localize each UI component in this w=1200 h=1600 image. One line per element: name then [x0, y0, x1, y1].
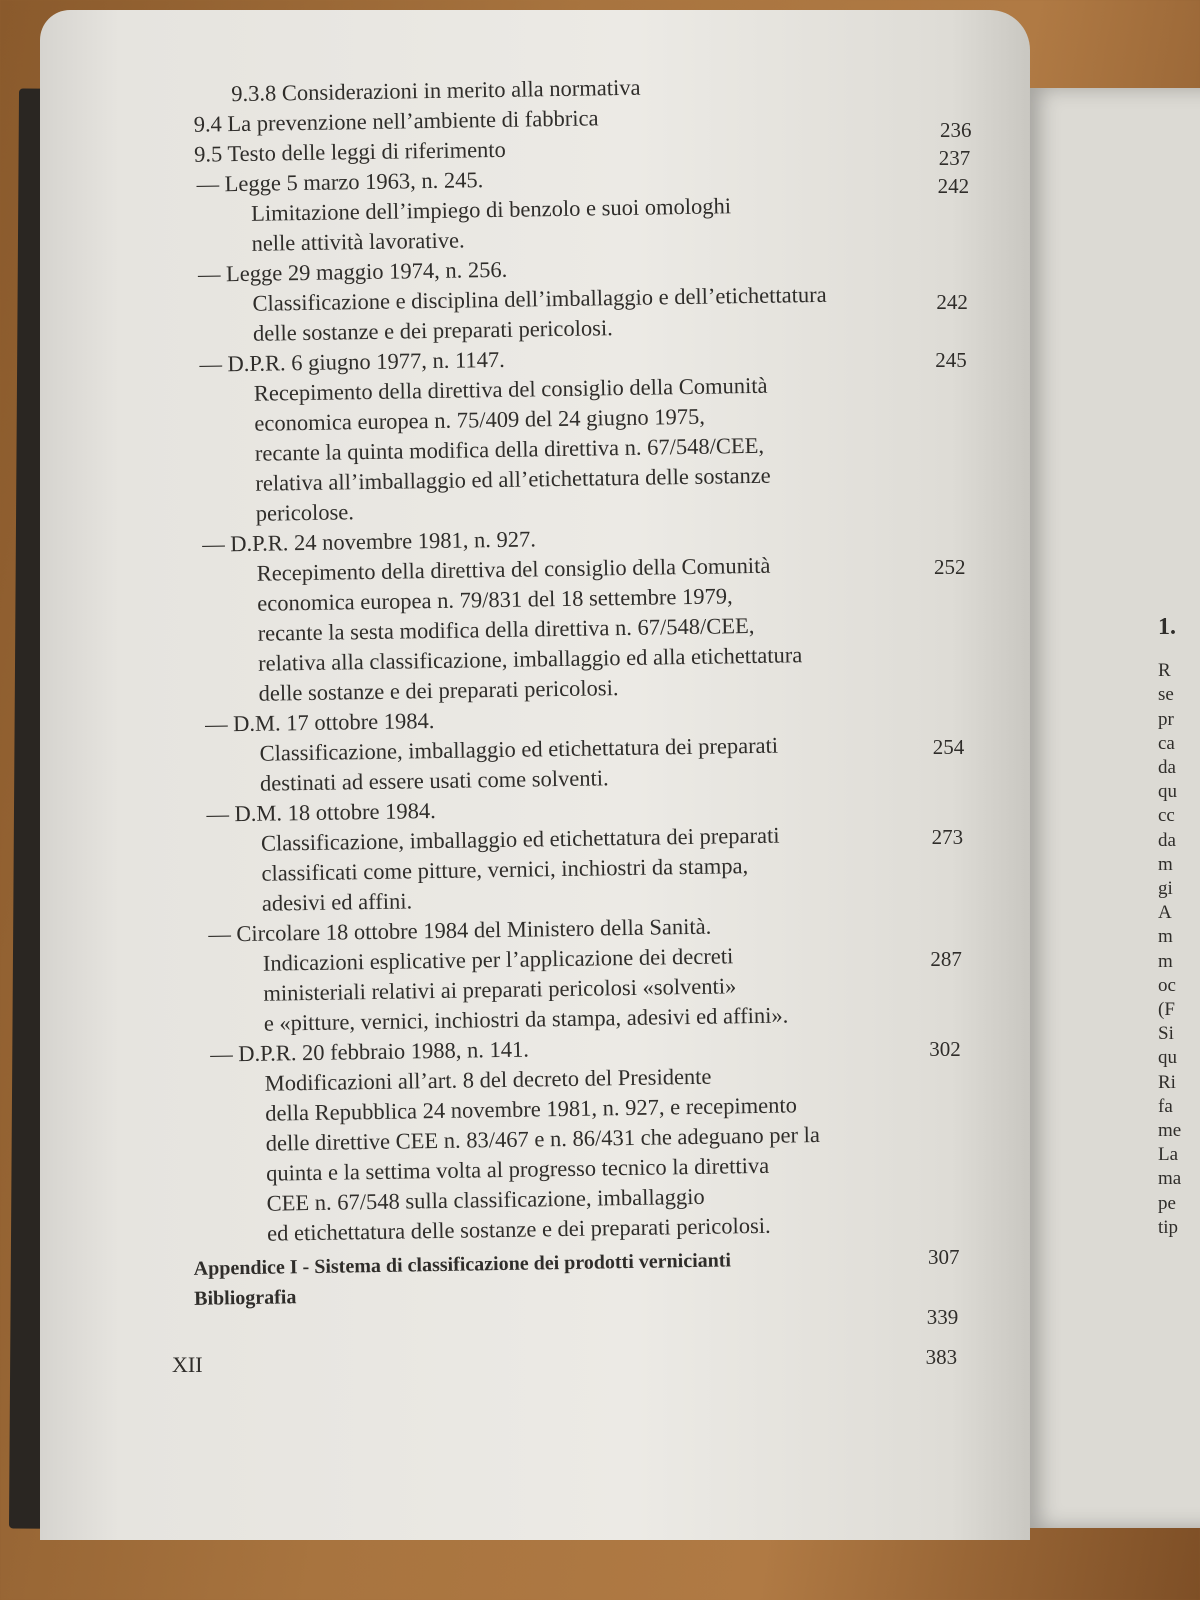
toc-page-number: 287 [930, 947, 962, 971]
toc-line: Modificazioni all’art. 8 del decreto del Presidente [264, 1063, 712, 1096]
toc-page-number: 236 [940, 118, 972, 142]
table-of-contents [175, 68, 954, 1314]
right-page-line-fragment: m [1158, 853, 1173, 875]
right-page-line-fragment: da [1158, 829, 1176, 851]
toc-page-number: 273 [931, 825, 964, 849]
right-page-line-fragment: La [1158, 1144, 1179, 1166]
toc-line: destinati ad essere usati come solventi. [259, 765, 609, 796]
right-page-line-fragment: A [1158, 902, 1172, 924]
toc-line: recante la sesta modifica della direttiva n. 67/548/CEE, [257, 612, 755, 646]
toc-line: 9.4 La prevenzione nell’ambiente di fabbrica [193, 105, 599, 137]
toc-line: Recepimento della direttiva del consiglio della Comunità [256, 552, 771, 586]
page-folio: XII [172, 1352, 203, 1377]
toc-line: della Repubblica 24 novembre 1981, n. 927, e recepimento [265, 1092, 798, 1126]
toc-page-number: 242 [936, 290, 968, 314]
toc-law-title: — D.P.R. 20 febbraio 1988, n. 141. [190, 1028, 950, 1070]
toc-line: Limitazione dell’impiego di benzolo e suoi omologhi [250, 193, 732, 226]
toc-law-title: — Circolare 18 ottobre 1984 del Ministero della Sanità. [188, 908, 948, 950]
right-page-line-fragment: pr [1158, 708, 1174, 730]
right-page-line-fragment: tip [1158, 1216, 1179, 1238]
toc-line: e «pitture, vernici, inchiostri da stampa, adesivi ed affini». [263, 1002, 789, 1036]
toc-line: recante la quinta modifica della direttiva n. 67/548/CEE, [254, 432, 765, 466]
toc-page-number: 302 [929, 1037, 961, 1061]
toc-law-title: — D.P.R. 6 giugno 1977, n. 1147. [179, 338, 939, 380]
toc-line: economica europea n. 75/409 del 24 giugno 1975, [254, 403, 706, 436]
toc-line: 9.3.8 Considerazioni in merito alla normativa [231, 74, 641, 107]
right-page-text [1158, 615, 1181, 1240]
right-page-line-fragment: qu [1158, 781, 1177, 803]
right-page-line-fragment: fa [1158, 1095, 1173, 1117]
toc-line: adesivi ed affini. [261, 888, 413, 916]
toc-line: CEE n. 67/548 sulla classificazione, imballaggio [266, 1183, 705, 1216]
right-page-line-fragment: Ri [1158, 1071, 1176, 1093]
right-page-line-fragment: R [1158, 660, 1171, 682]
right-page-heading: 1. [1158, 614, 1176, 640]
right-page-line-fragment: pe [1158, 1192, 1176, 1214]
toc-line: 9.5 Testo delle leggi di riferimento [193, 136, 507, 167]
toc-page-number: 307 [928, 1245, 960, 1269]
toc-page-number: 245 [935, 348, 967, 372]
right-page-line-fragment: cc [1158, 805, 1175, 827]
right-page-line-fragment: m [1158, 926, 1173, 948]
toc-line: Classificazione, imballaggio ed etichettatura dei preparati [260, 822, 780, 856]
toc-line: quinta e la settima volta al progresso tecnico la direttiva [265, 1152, 770, 1186]
right-page-line-fragment: Si [1158, 1023, 1174, 1045]
toc-line: classificati come pitture, vernici, inchiostri da stampa, [261, 853, 749, 886]
right-page-line-fragment: (F [1158, 999, 1175, 1021]
right-page-line-fragment: gi [1158, 878, 1173, 900]
toc-law-title: — Legge 5 marzo 1963, n. 245. [176, 158, 936, 200]
toc-line: Indicazioni esplicative per l’applicazione dei decreti [262, 943, 734, 976]
toc-page-number: 383 [925, 1345, 958, 1369]
toc-appendix-entry: Bibliografia [193, 1286, 297, 1310]
toc-line: ed etichettatura delle sostanze e dei preparati pericolosi. [266, 1212, 771, 1246]
toc-line: relativa alla classificazione, imballaggio ed alla etichettatura [257, 642, 803, 676]
toc-line: Classificazione e disciplina dell’imballaggio e dell’etichettatura [252, 281, 827, 316]
toc-line: ministeriali relativi ai preparati pericolosi «solventi» [263, 973, 737, 1006]
toc-line: delle direttive CEE n. 83/467 e n. 86/431 che adeguano per la [265, 1122, 821, 1156]
right-page-line-fragment: ca [1158, 732, 1175, 754]
right-page-line-fragment: m [1158, 950, 1173, 972]
right-page-line-fragment: oc [1158, 974, 1176, 996]
toc-page-number: 339 [926, 1305, 959, 1329]
right-page-line-fragment: ma [1158, 1168, 1182, 1190]
toc-page-number: 237 [938, 146, 971, 170]
right-page-line-fragment: da [1158, 757, 1176, 779]
toc-law-title: — D.M. 17 ottobre 1984. [185, 698, 945, 740]
right-page-line-fragment: me [1158, 1120, 1182, 1142]
toc-page-number: 242 [937, 174, 970, 198]
toc-law-title: — Legge 29 maggio 1974, n. 256. [178, 248, 938, 290]
toc-line: relativa all’imballaggio ed all’etichettatura delle sostanze [255, 462, 771, 496]
toc-line: Classificazione, imballaggio ed etichettatura dei preparati [259, 732, 779, 766]
toc-line: pericolose. [255, 499, 355, 526]
toc-line: Recepimento della direttiva del consiglio della Comunità [253, 372, 768, 406]
toc-appendix-entry: Appendice I - Sistema di classificazione dei prodotti vernicianti [193, 1249, 732, 1280]
toc-law-title: — D.P.R. 24 novembre 1981, n. 927. [182, 518, 942, 560]
toc-law-title: — D.M. 18 ottobre 1984. [186, 788, 946, 830]
toc-page-number: 254 [932, 735, 965, 759]
toc-line: delle sostanze e dei preparati pericolosi. [258, 675, 619, 706]
toc-line: delle sostanze e dei preparati pericolosi. [252, 315, 613, 346]
right-page-line-fragment: qu [1158, 1047, 1177, 1069]
right-page-line-fragment: se [1158, 684, 1174, 706]
toc-line: economica europea n. 79/831 del 18 settembre 1979, [257, 583, 733, 616]
toc-page-number: 252 [934, 555, 966, 579]
toc-line: nelle attività lavorative. [251, 227, 465, 256]
